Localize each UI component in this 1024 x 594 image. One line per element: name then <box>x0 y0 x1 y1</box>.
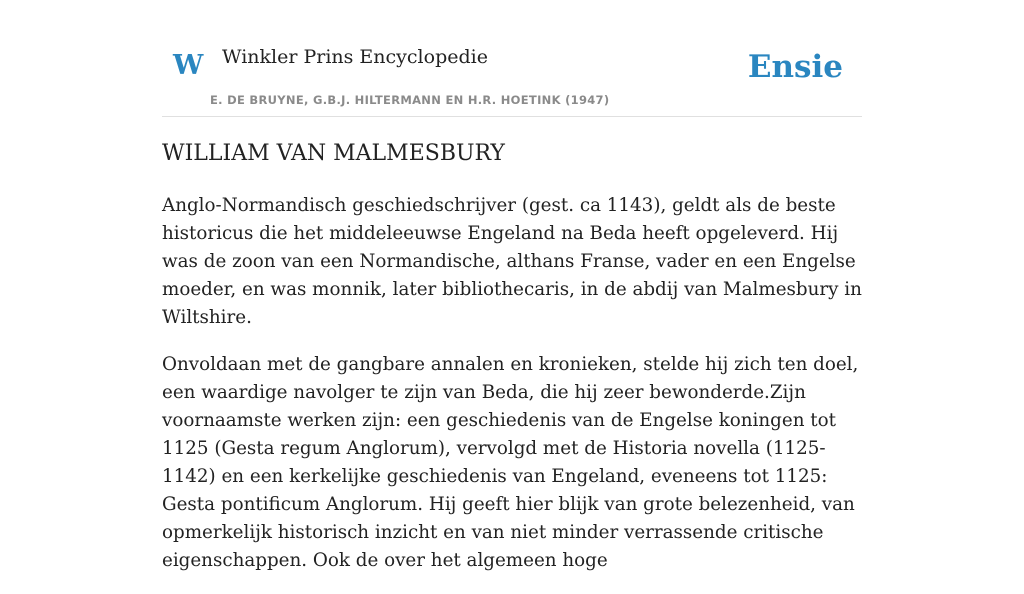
page-header <box>162 0 862 117</box>
article-title: WILLIAM VAN MALMESBURY <box>162 141 505 166</box>
article-body <box>162 192 862 594</box>
brand-logo[interactable]: Ensie <box>747 49 843 85</box>
article-paragraph: Anglo-Normandisch geschiedschrijver (gest. ca 1143), geldt als de beste historicus die het middeleeuwse Engeland na Beda heeft opgeleverd. Hij was de zoon van een Normandische, althans Franse, vader en een Engelse moeder, en was monnik, later bibliothecaris, in de abdij van Malmesbury in Wiltshire. <box>162 195 862 328</box>
publication-title[interactable]: Winkler Prins Encyclopedie <box>222 46 488 68</box>
authors-line: E. DE BRUYNE, G.B.J. HILTERMANN EN H.R. HOETINK (1947) <box>210 93 610 107</box>
page-container <box>162 0 862 571</box>
publication-logo[interactable]: W <box>173 50 204 81</box>
article-paragraph: Onvoldaan met de gangbare annalen en kronieken, stelde hij zich ten doel, een waardige navolger te zijn van Beda, die hij zeer bewonderde.Zijn voornaamste werken zijn: een geschiedenis van de Engelse koningen tot 1125 (Gesta regum Anglorum), vervolgd met de Historia novella (1125-1142) en een kerkelijke geschiedenis van Engeland, eveneens tot 1125: Gesta pontificum Anglorum. Hij geeft hier blijk van grote belezenheid, van opmerkelijk historisch inzicht en van niet minder verrassende critische eigenschappen. Ook de over het algemeen hoge <box>162 354 859 571</box>
